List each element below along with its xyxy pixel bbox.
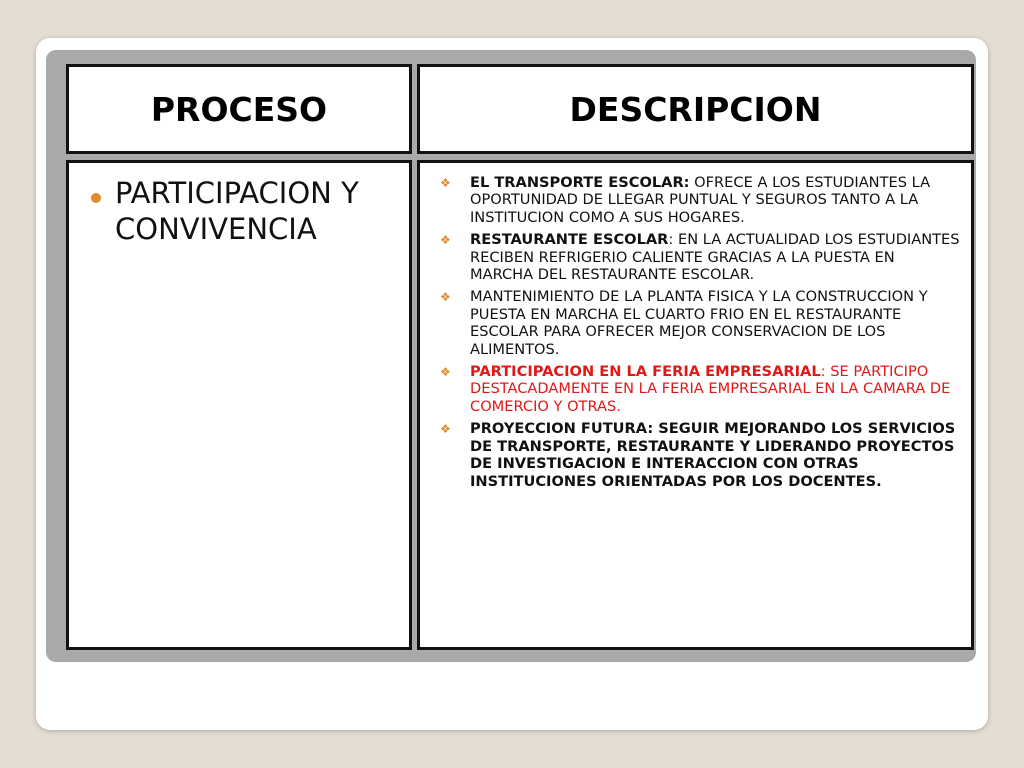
- list-item-mantenimiento: [440, 288, 961, 358]
- proceso-label: PARTICIPACION Y CONVIVENCIA: [115, 176, 359, 246]
- item-lead: EL TRANSPORTE ESCOLAR:: [470, 174, 690, 191]
- item-text: : EN LA ACTUALIDAD LOS ESTUDIANTES RECIBEN REFRIGERIO CALIENTE GRACIAS A LA PUESTA EN MARCHA DEL RESTAURANTE ESCOLAR.: [470, 231, 960, 284]
- header-descripcion-cell: [417, 64, 974, 154]
- item-text: : SE PARTICIPO DESTACADAMENTE EN LA FERIA EMPRESARIAL EN LA CAMARA DE COMERCIO Y OTRAS.: [470, 363, 951, 415]
- item-text: PROYECCION FUTURA: SEGUIR MEJORANDO LOS SERVICIOS DE TRANSPORTE, RESTAURANTE Y LIDERANDO PROYECTOS DE INVESTIGACION E INTERACCION CON OTRAS INSTITUCIONES ORIENTADAS POR LOS DOCENTES.: [470, 420, 956, 490]
- list-item-restaurante: [440, 231, 961, 283]
- item-text: OFRECE A LOS ESTUDIANTES LA OPORTUNIDAD DE LLEGAR PUNTUAL Y SEGUROS TANTO A LA INSTITUCION COMO A SUS HOGARES.: [470, 174, 931, 226]
- header-proceso-cell: [66, 64, 412, 154]
- diamond-bullet-icon: ❖: [440, 422, 451, 437]
- diamond-bullet-icon: ❖: [440, 365, 451, 380]
- item-lead: RESTAURANTE ESCOLAR: [470, 231, 669, 249]
- list-item-proyeccion: [440, 420, 961, 490]
- diamond-bullet-icon: ❖: [440, 176, 451, 190]
- table-frame: [46, 50, 976, 662]
- list-item-feria: [440, 363, 961, 415]
- diamond-bullet-icon: ❖: [440, 290, 451, 305]
- proceso-list-item: [91, 175, 403, 247]
- list-item-transporte: [440, 174, 961, 226]
- header-proceso: PROCESO: [150, 89, 328, 129]
- descripcion-cell: [417, 160, 974, 650]
- proceso-cell: [66, 160, 412, 650]
- item-text: MANTENIMIENTO DE LA PLANTA FISICA Y LA CONSTRUCCION Y PUESTA EN MARCHA EL CUARTO FRIO EN EL RESTAURANTE ESCOLAR PARA OFRECER MEJOR CONSERVACION DE LOS ALIMENTOS.: [470, 288, 928, 358]
- round-bullet-icon: [91, 193, 101, 203]
- descripcion-list: [440, 174, 961, 495]
- item-lead: PARTICIPACION EN LA FERIA EMPRESARIAL: [470, 363, 821, 381]
- diamond-bullet-icon: ❖: [440, 233, 451, 248]
- header-descripcion: DESCRIPCION: [569, 89, 822, 129]
